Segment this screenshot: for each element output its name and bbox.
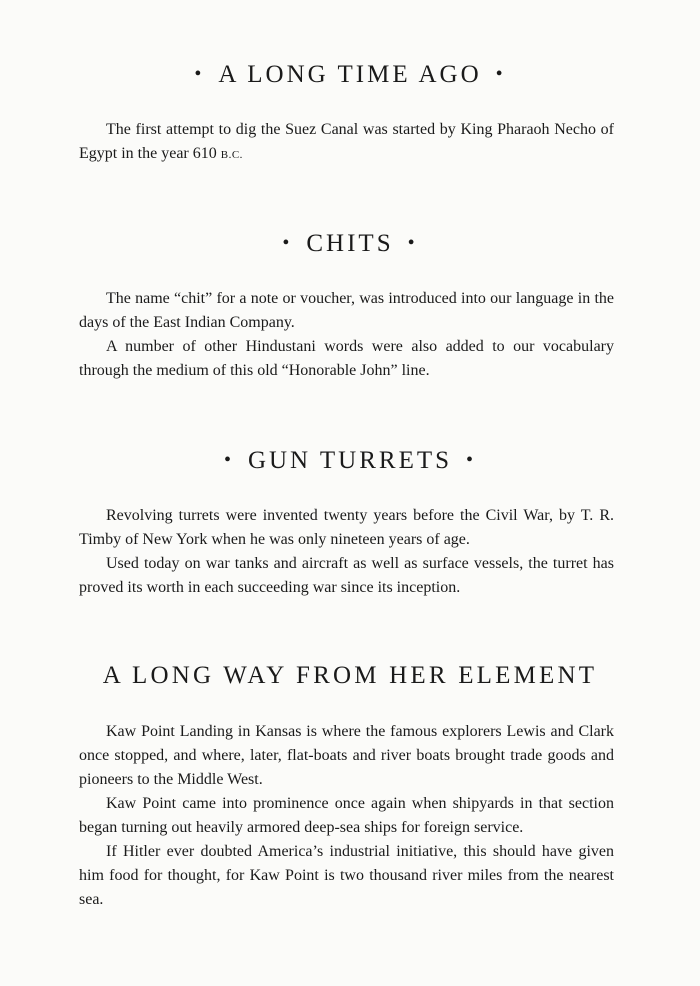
paragraph bbox=[79, 118, 614, 167]
section-heading-long-time-ago bbox=[0, 60, 700, 91]
section-body-long-way bbox=[79, 720, 614, 912]
paragraph: If Hitler ever doubted America’s industrial initiative, this should have given him food for thought, for Kaw Point is two thousand river miles from the nearest sea. bbox=[79, 843, 614, 908]
bullet-dot: • bbox=[223, 449, 234, 471]
bullet-dot: • bbox=[495, 63, 506, 85]
paragraph: The name “chit” for a note or voucher, was introduced into our language in the days of the East Indian Company. bbox=[79, 290, 614, 331]
section-heading-gun-turrets bbox=[0, 446, 700, 477]
bullet-dot: • bbox=[194, 63, 205, 85]
heading-text: A LONG TIME AGO bbox=[218, 61, 482, 88]
bullet-dot: • bbox=[282, 232, 293, 254]
bullet-dot: • bbox=[407, 232, 418, 254]
paragraph: Used today on war tanks and aircraft as well as surface vessels, the turret has proved its worth in each succeeding war since its inception. bbox=[79, 555, 614, 596]
paragraph: Kaw Point Landing in Kansas is where the famous explorers Lewis and Clark once stopped, and where, later, flat-boats and river boats brought trade goods and pioneers to the Middle West. bbox=[79, 723, 614, 788]
section-body-gun-turrets bbox=[79, 504, 614, 600]
section-body-long-time-ago bbox=[79, 118, 614, 167]
section-heading-chits bbox=[0, 229, 700, 260]
paragraph-text: The first attempt to dig the Suez Canal was started by King Pharaoh Necho of Egypt in the year 610 bbox=[79, 121, 614, 162]
section-body-chits bbox=[79, 287, 614, 383]
heading-text: GUN TURRETS bbox=[247, 447, 453, 474]
section-heading-long-way: A LONG WAY FROM HER ELEMENT bbox=[102, 662, 598, 689]
bullet-dot: • bbox=[466, 449, 477, 471]
era-abbrev: B.C. bbox=[220, 149, 243, 161]
paragraph: Revolving turrets were invented twenty years before the Civil War, by T. R. Timby of New York when he was only nineteen years of age. bbox=[79, 507, 614, 548]
heading-text: CHITS bbox=[306, 230, 394, 257]
paragraph: A number of other Hindustani words were also added to our vocabulary through the medium of this old “Honorable John” line. bbox=[79, 338, 614, 379]
paragraph: Kaw Point came into prominence once again when shipyards in that section began turning out heavily armored deep-sea ships for foreign service. bbox=[79, 795, 614, 836]
